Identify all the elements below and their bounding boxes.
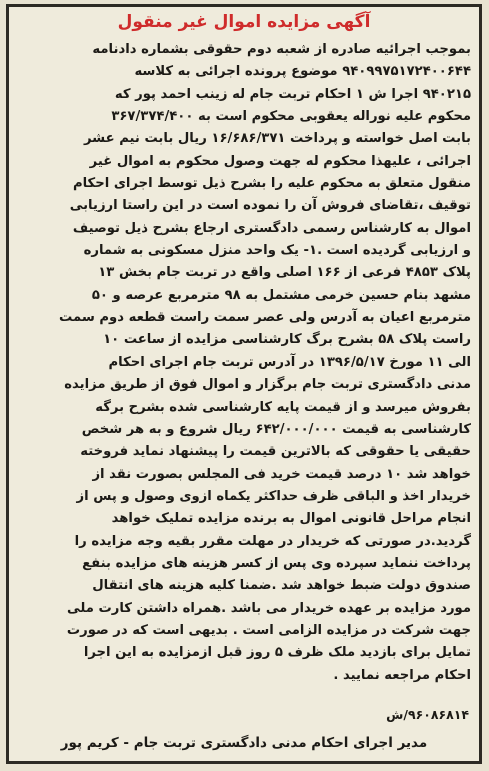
notice-line: منقول متعلق به محکوم علیه را بشرح ذیل توسط اجرای احکام [72, 176, 471, 192]
auction-notice [6, 4, 482, 764]
notice-line: مشهد بنام حسین خرمی مشتمل به ۹۸ مترمربع عرصه و ۵۰ [91, 287, 471, 303]
reference-number: ۹۶۰۸۶۸۱۴/ش [386, 707, 469, 722]
notice-line: راست پلاک ۵۸ بشرح برگ کارشناسی مزایده از ساعت ۱۰ [103, 332, 471, 348]
notice-line: تمایل برای بازدید ملک ظرف ۵ روز قبل ازمزایده به این اجرا [83, 645, 471, 661]
notice-line: ۹۴۰۹۹۷۵۱۷۲۴۰۰۶۴۴ موضوع پرونده اجرائی به کلاسه [134, 64, 471, 80]
notice-line: احکام مراجعه نمایید . [333, 667, 471, 683]
notice-line: انجام مراحل قانونی اموال به برنده مزایده تملیک خواهد [111, 511, 471, 527]
notice-line: و ارزیابی گردیده است .۱- یک واحد منزل مسکونی به شماره [83, 243, 471, 259]
signature-line: مدیر اجرای احکام مدنی دادگستری تربت جام - کریم پور [60, 735, 428, 751]
notice-line: بابت اصل خواسته و پرداخت ۱۶/۶۸۶/۳۷۱ ریال بابت نیم عشر [83, 131, 471, 147]
notice-line: محکوم علیه نوراله یعقوبی محکوم است به ۳۶۷/۳۷۴/۴۰۰ [111, 109, 471, 125]
notice-line: اموال به کارشناس رسمی دادگستری ارجاع بشرح ذیل توصیف [72, 220, 471, 236]
notice-line: صندوق دولت ضبط خواهد شد .ضمنا کلیه هزینه های انتقال [92, 578, 471, 594]
notice-line: اجرائی ، علیهذا محکوم له جهت وصول محکوم به اموال غیر [89, 153, 471, 169]
notice-line: ۹۴۰۲۱۵ اجرا ش ۱ احکام تربت جام له زینب احمد پور که [114, 86, 471, 102]
notice-line: الی ۱۱ مورخ ۱۳۹۶/۵/۱۷ در آدرس تربت جام اجرای احکام [108, 354, 471, 370]
notice-line: خریدار اخذ و الباقی ظرف حداکثر یکماه ازوی وصول و پس از [76, 488, 471, 504]
notice-title: آگهی مزایده اموال غیر منقول [117, 12, 371, 32]
notice-line: مترمربع اعیان به آدرس ولی عصر سمت راست قطعه دوم سمت [59, 310, 471, 326]
notice-body [19, 39, 471, 687]
notice-line: پلاک ۴۸۵۳ فرعی از ۱۶۶ اصلی واقع در تربت جام بخش ۱۳ [98, 265, 471, 281]
notice-line: جهت شرکت در مزایده الزامی است . بدیهی است که در صورت [66, 622, 471, 638]
notice-line: گردید.در صورتی که خریدار در مهلت مقرر بقیه وجه مزایده را [74, 533, 471, 549]
notice-line: خواهد شد ۱۰ درصد قیمت خرید فی المجلس بصورت نقد از [92, 466, 471, 482]
notice-line: مدنی دادگستری تربت جام برگزار و اموال فوق از طریق مزایده [64, 377, 471, 393]
notice-line: مورد مزایده بر عهده خریدار می باشد .همراه داشتن کارت ملی [67, 600, 471, 616]
notice-line: پرداخت ننماید سپرده وی پس از کسر هزینه های مزایده بنفع [82, 555, 471, 571]
notice-line: بموجب اجرائیه صادره از شعبه دوم حقوقی بشماره دادنامه [92, 42, 471, 57]
notice-line: کارشناسی به قیمت ۶۴۲/۰۰۰/۰۰۰ ریال شروع و به هر شخص [81, 421, 471, 437]
notice-line: بفروش میرسد و از قیمت پایه کارشناسی شده بشرح برگه [95, 399, 471, 415]
notice-line: توقیف ،تقاضای فروش آن را نموده است در این راستا ارزیابی [69, 198, 471, 214]
notice-line: حقیقی یا حقوقی که بالاترین قیمت را پیشنهاد نماید فروخته [80, 444, 471, 460]
